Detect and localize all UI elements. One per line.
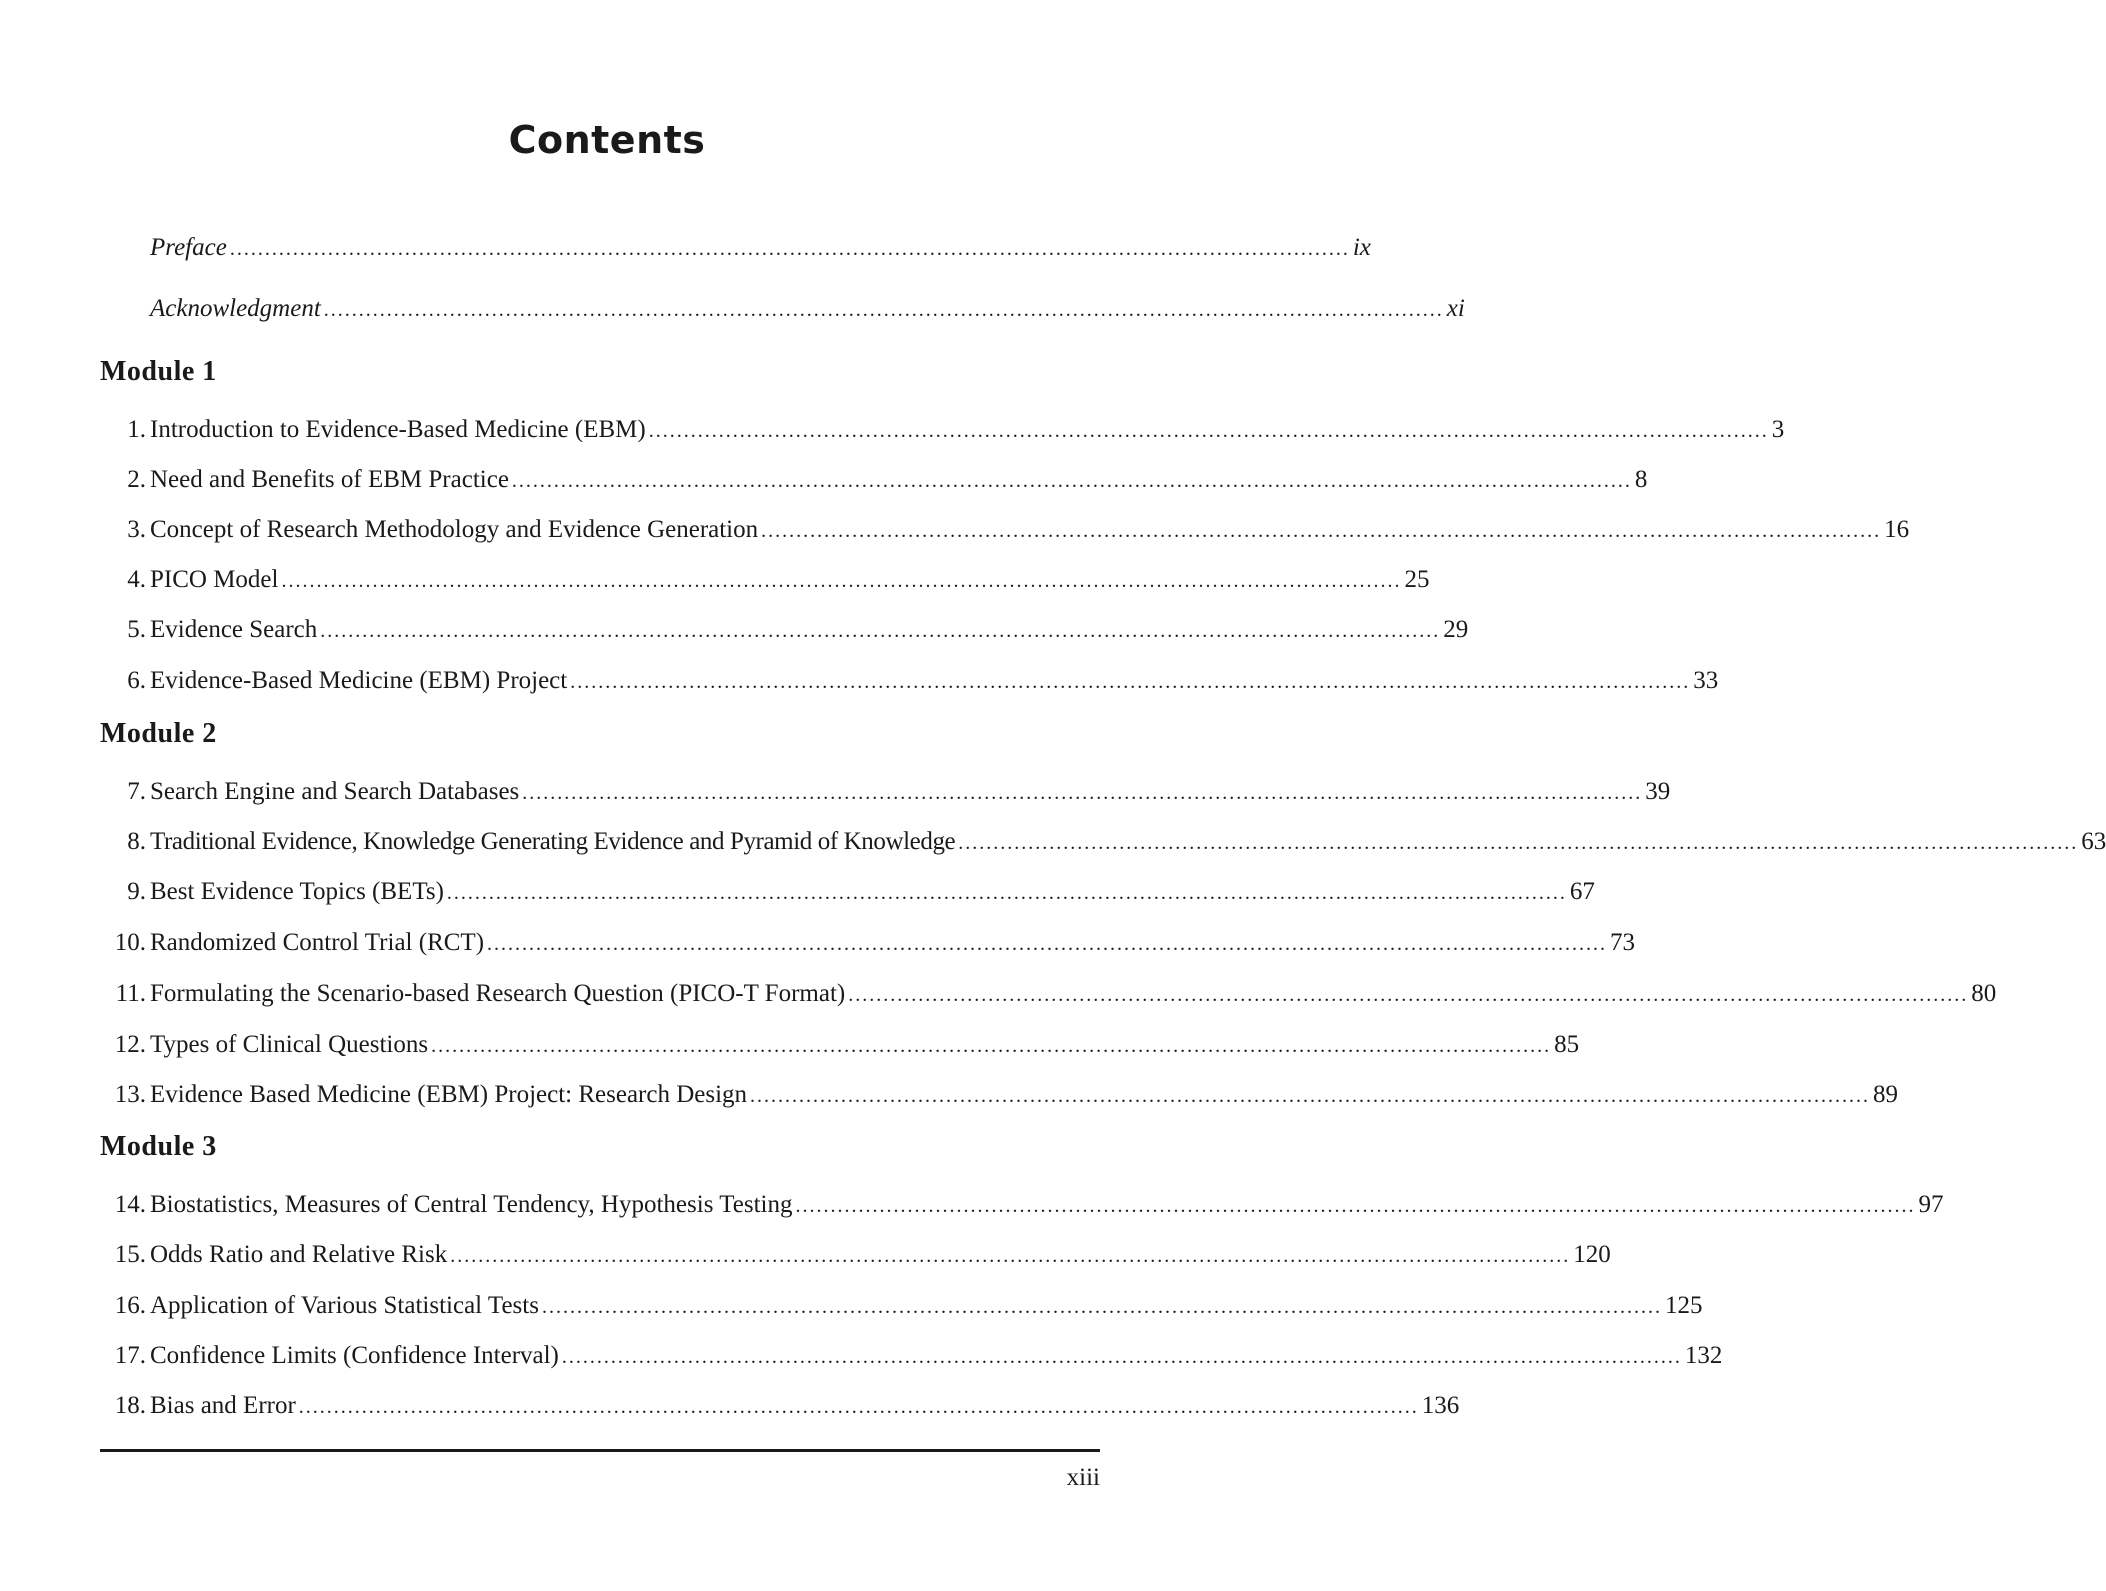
toc-entry-title: Confidence Limits (Confidence Interval) [150,1342,559,1369]
dot-leader: ................................................................................................................................................................ [281,570,1402,592]
toc-entry-page: 125 [1664,1292,1703,1319]
toc-entry-chapter-15[interactable] [100,1238,1611,1272]
toc-entry-page: 132 [1684,1342,1723,1369]
toc-entry-title: Evidence Search [150,616,318,643]
toc-entry-page: 8 [1634,466,1648,493]
chapter-number: 8. [127,828,146,855]
toc-entry-title: Need and Benefits of EBM Practice [150,466,509,493]
dot-leader: ................................................................................................................................................................ [848,984,1969,1006]
chapter-number: 3. [127,516,146,543]
chapter-number: 12. [114,1031,146,1058]
toc-entry-title: Introduction to Evidence-Based Medicine (EBM) [150,416,646,443]
chapter-number: 11. [115,980,146,1007]
chapter-number: 16. [114,1292,146,1319]
toc-entry-title: Search Engine and Search Databases [150,778,520,805]
chapter-number: 10. [114,929,146,956]
toc-entry-page: 85 [1554,1031,1580,1058]
toc-entry-page: 73 [1610,929,1636,956]
toc-entry-chapter-5[interactable] [100,613,1469,647]
chapter-number: 4. [127,566,146,593]
toc-entry-page: ix [1352,234,1371,261]
chapter-number: 1. [127,416,146,443]
dot-leader: ................................................................................................................................................................ [323,299,1444,321]
chapter-number: 13. [114,1081,146,1108]
dot-leader: ................................................................................................................................................................ [561,1346,1682,1368]
toc-entry-title: Evidence Based Medicine (EBM) Project: Research Design [150,1081,748,1108]
toc-entry-chapter-1[interactable] [100,413,1785,447]
dot-leader: ................................................................................................................................................................ [761,520,1882,542]
toc-entry-page: 80 [1971,980,1997,1007]
toc-entry-chapter-10[interactable] [100,926,1636,960]
toc-entry-page: 89 [1873,1081,1899,1108]
footer-rule [100,1449,1100,1452]
toc-entry-title: Best Evidence Topics (BETs) [150,878,444,905]
toc-entry-page: 29 [1443,616,1469,643]
page-number: xiii [1066,1464,1100,1491]
toc-entry-title: Acknowledgment [150,295,321,322]
toc-entry-chapter-11[interactable] [100,977,1997,1011]
dot-leader: ................................................................................................................................................................ [511,470,1632,492]
dot-leader: ................................................................................................................................................................ [750,1085,1871,1107]
toc-entry-page: 33 [1693,667,1719,694]
toc-entry-chapter-12[interactable] [100,1028,1580,1062]
dot-leader: ................................................................................................................................................................ [320,620,1441,642]
toc-entry-title: PICO Model [150,566,279,593]
chapter-number: 6. [127,667,146,694]
chapter-number: 17. [114,1342,146,1369]
toc-entry-chapter-3[interactable] [100,513,1910,547]
chapter-number: 9. [127,878,146,905]
chapter-number: 15. [114,1241,146,1268]
chapter-number: 18. [114,1392,146,1419]
dot-leader: ................................................................................................................................................................ [229,238,1350,260]
toc-entry-title: Types of Clinical Questions [150,1031,429,1058]
toc-entry-page: 3 [1771,416,1785,443]
toc-entry-preface[interactable] [100,231,1371,265]
toc-entry-page: 136 [1421,1392,1460,1419]
toc-entry-chapter-16[interactable] [100,1289,1703,1323]
toc-entry-chapter-6[interactable] [100,664,1719,698]
toc-entry-page: 16 [1884,516,1910,543]
toc-entry-chapter-17[interactable] [100,1339,1723,1373]
toc-entry-title: Preface [150,234,227,261]
toc-entry-title: Odds Ratio and Relative Risk [150,1241,448,1268]
toc-entry-chapter-14[interactable] [100,1188,1944,1222]
dot-leader: ................................................................................................................................................................ [298,1396,1419,1418]
dot-leader: ................................................................................................................................................................ [450,1245,1571,1267]
page-title: Contents [508,118,706,162]
toc-entry-chapter-8[interactable] [100,825,2106,859]
chapter-number: 7. [127,778,146,805]
module-heading: Module 1 [100,356,217,387]
toc-entry-chapter-13[interactable] [100,1078,1899,1112]
module-heading: Module 3 [100,1131,217,1162]
dot-leader: ................................................................................................................................................................ [522,782,1643,804]
toc-entry-page: 120 [1573,1241,1611,1268]
dot-leader: ................................................................................................................................................................ [795,1195,1916,1217]
toc-entry-title: Bias and Error [150,1392,296,1419]
dot-leader: ................................................................................................................................................................ [446,882,1567,904]
dot-leader: ................................................................................................................................................................ [570,671,1691,693]
toc-entry-title: Randomized Control Trial (RCT) [150,929,485,956]
dot-leader: ................................................................................................................................................................ [648,420,1769,442]
toc-entry-chapter-7[interactable] [100,775,1671,809]
dot-leader: ................................................................................................................................................................ [487,933,1608,955]
toc-entry-title: Biostatistics, Measures of Central Tendency, Hypothesis Testing [150,1191,793,1218]
toc-entry-page: 63 [2081,828,2106,855]
toc-entry-chapter-9[interactable] [100,875,1595,909]
toc-entry-title: Formulating the Scenario-based Research Question (PICO-T Format) [150,980,846,1007]
toc-entry-title: Concept of Research Methodology and Evidence Generation [150,516,759,543]
chapter-number: 5. [127,616,146,643]
module-heading: Module 2 [100,718,217,749]
toc-entry-chapter-4[interactable] [100,563,1430,597]
toc-entry-chapter-18[interactable] [100,1389,1460,1423]
toc-entry-title: Application of Various Statistical Tests [150,1292,539,1319]
toc-entry-page: 97 [1918,1191,1944,1218]
dot-leader: ................................................................................................................................................................ [958,832,2079,854]
dot-leader: ................................................................................................................................................................ [541,1296,1662,1318]
toc-entry-page: 25 [1404,566,1430,593]
toc-entry-chapter-2[interactable] [100,463,1648,497]
toc-entry-title: Traditional Evidence, Knowledge Generating Evidence and Pyramid of Knowledge [150,828,956,855]
toc-entry-page: 67 [1569,878,1595,905]
chapter-number: 2. [127,466,146,493]
toc-entry-title: Evidence-Based Medicine (EBM) Project [150,667,568,694]
toc-entry-acknowledgment[interactable] [100,292,1465,326]
toc-entry-page: 39 [1645,778,1671,805]
dot-leader: ................................................................................................................................................................ [431,1035,1552,1057]
chapter-number: 14. [114,1191,146,1218]
toc-entry-page: xi [1446,295,1465,322]
